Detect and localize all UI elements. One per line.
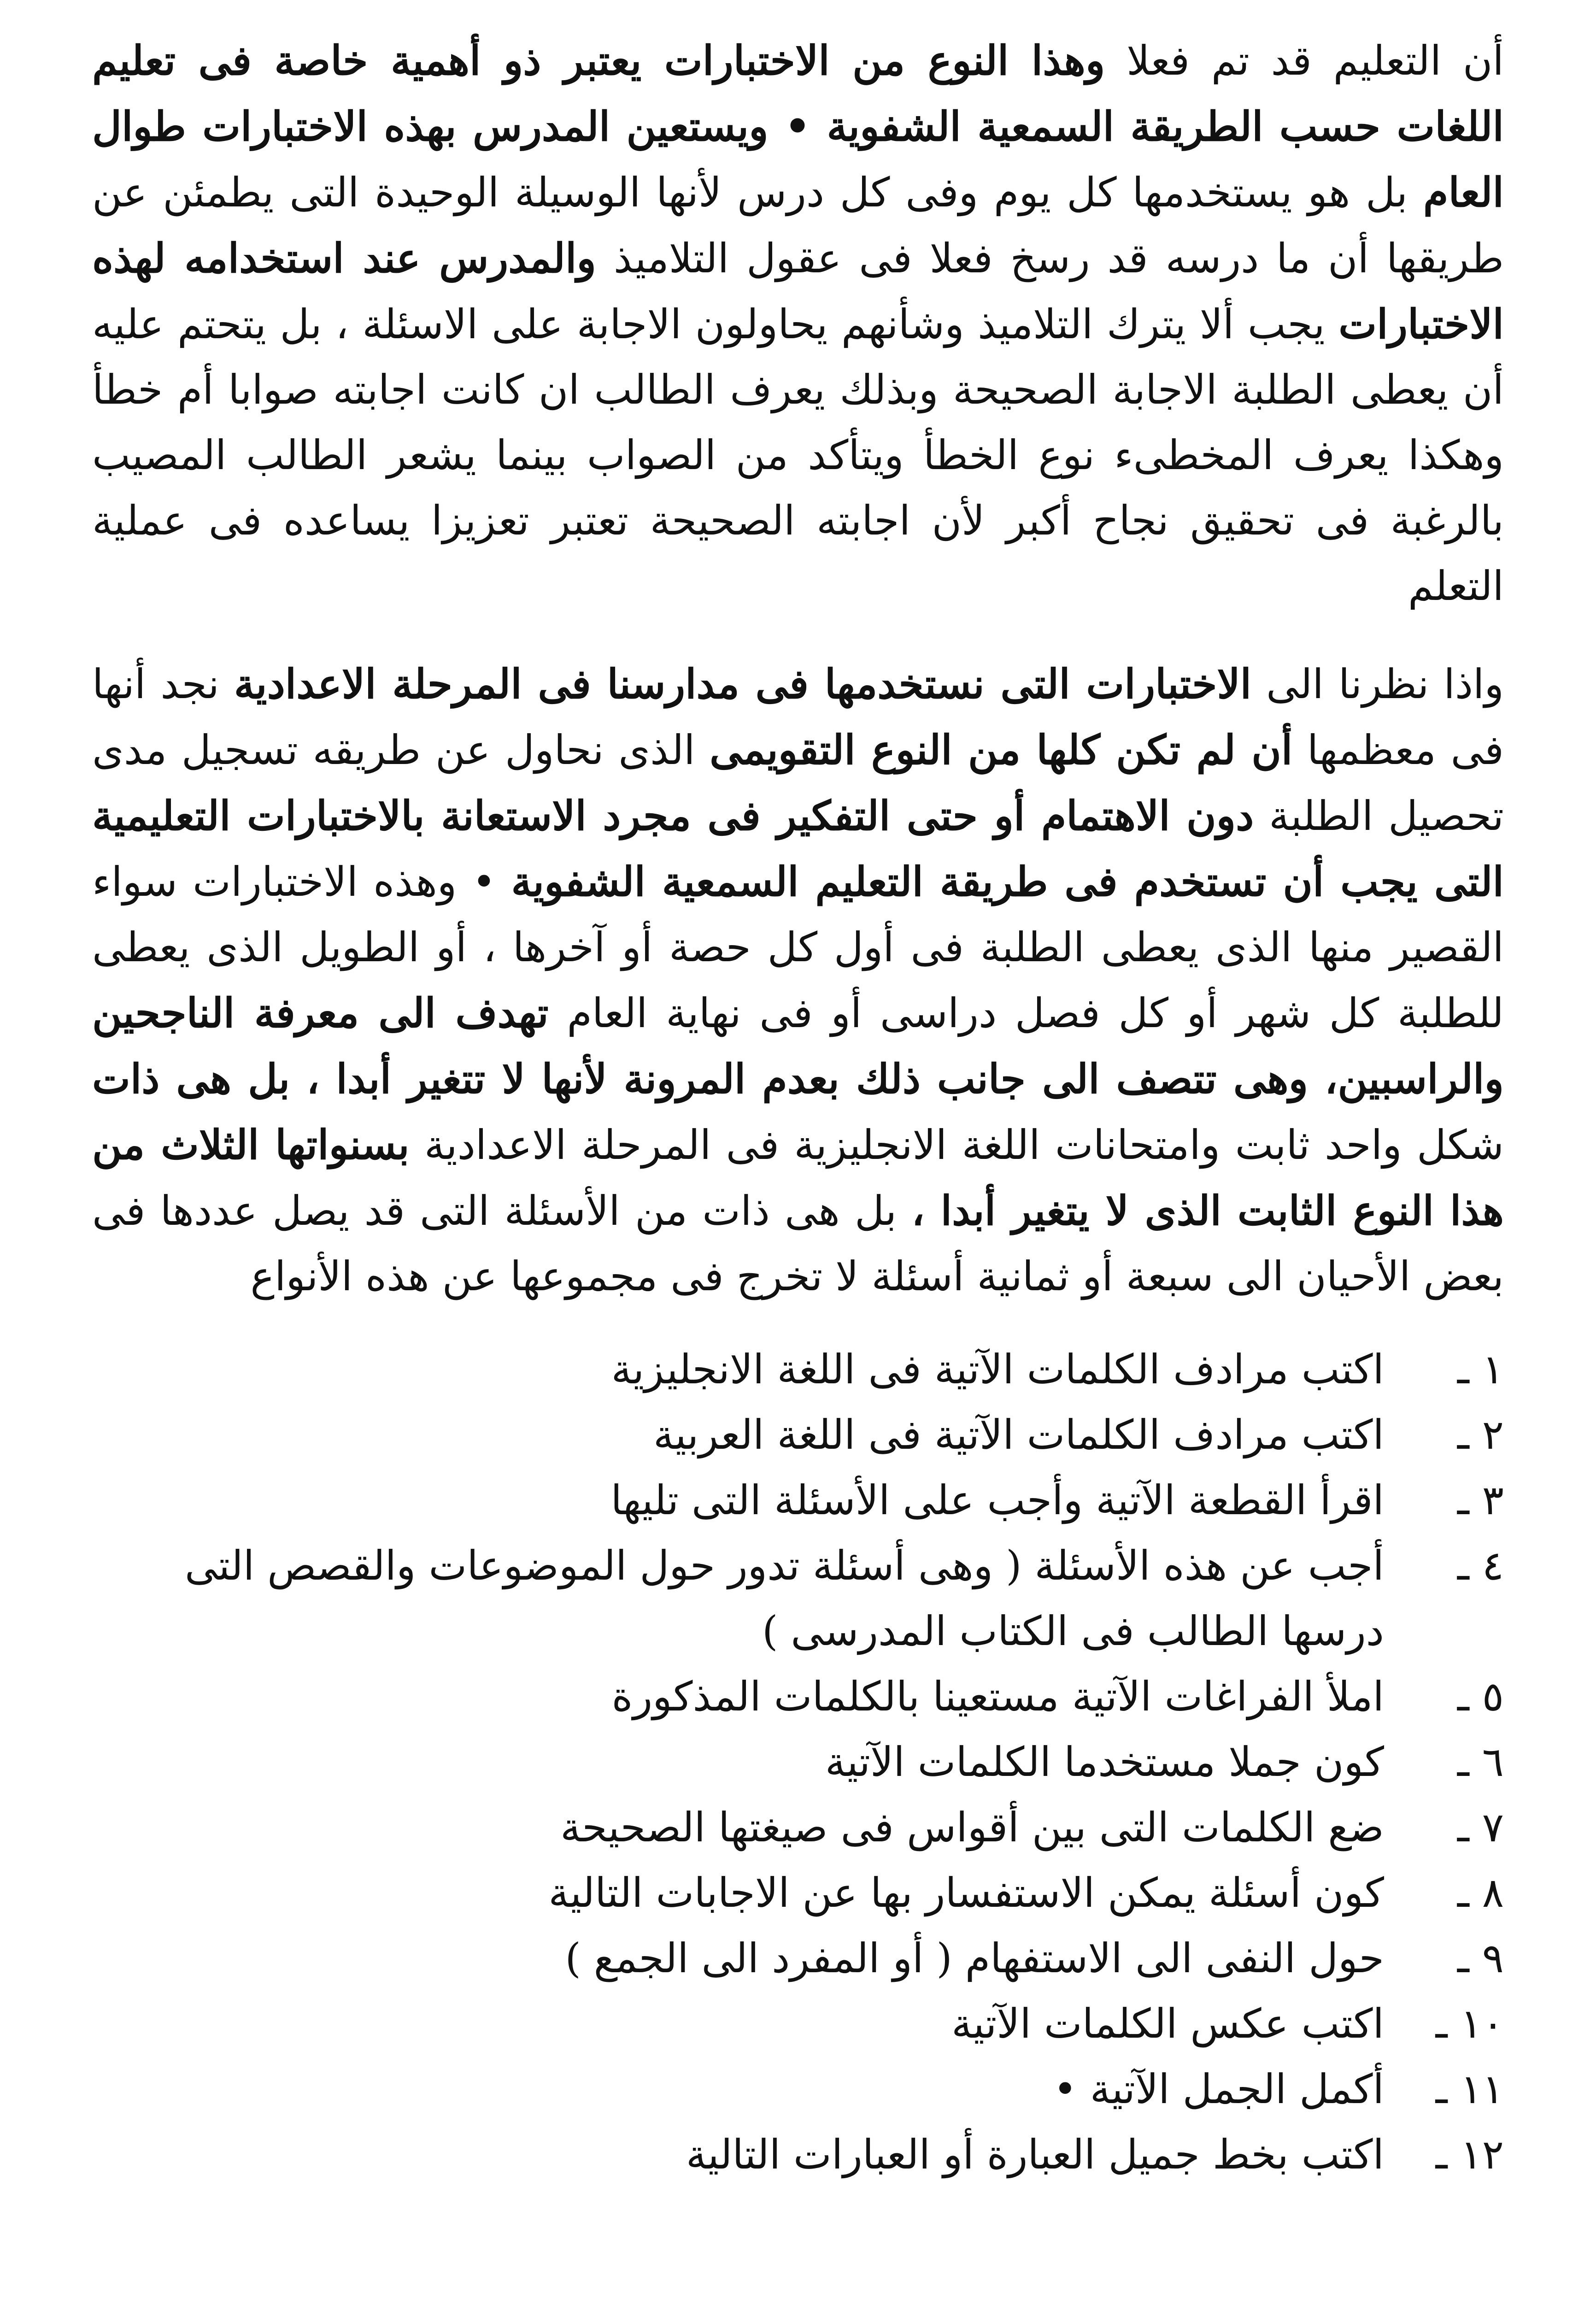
text-segment: أن التعليم قد تم فعلا <box>1105 37 1504 84</box>
bold-phrase: دون الاهتمام أو حتى التفكير فى مجرد الاستعانة بالاختبارات التعليمية التى يجب أن تستخدم فى طريقة التعليم السمعية الشفوية <box>92 792 1504 905</box>
list-item-number: ٤ ـ <box>1457 1542 1504 1589</box>
list-item-number: ٨ ـ <box>1457 1869 1504 1916</box>
paragraph-school-exams <box>92 651 1504 1309</box>
list-item-number: ٦ ـ <box>1457 1738 1504 1786</box>
bold-phrase: بسنواتها الثلاث من هذا النوع الثابت الذى لا يتغير أبدا ، <box>92 1121 1504 1234</box>
list-item-text: املأ الفراغات الآتية مستعينا بالكلمات المذكورة <box>611 1673 1384 1720</box>
bold-phrase: الاختبارات التى نستخدمها فى مدارسنا فى المرحلة الاعدادية <box>234 660 1252 708</box>
list-item <box>92 1533 1504 1664</box>
list-item <box>92 1468 1504 1533</box>
list-item <box>92 1926 1504 1991</box>
list-item-number: ٣ ـ <box>1457 1476 1504 1524</box>
text-segment: نجد أنها فى معظمها <box>92 660 1504 774</box>
bold-phrase: والمدرس عند استخدامه لهذه الاختبارات <box>92 234 1504 348</box>
list-item-number: ٧ ـ <box>1457 1804 1504 1851</box>
list-item <box>92 1795 1504 1860</box>
list-item <box>92 1337 1504 1402</box>
list-item-number: ١ ـ <box>1457 1346 1504 1393</box>
list-item <box>92 1860 1504 1926</box>
text-segment: • وهذه الاختبارات سواء القصير منها الذى يعطى الطلبة فى أول كل حصة أو آخرها ، أو الطويل الذى يعطى للطلبة كل شهر أو كل فصل دراسى أو فى نهاية العام <box>92 858 1504 1037</box>
text-segment: يجب ألا يترك التلاميذ وشأنهم يحاولون الاجابة على الاسئلة ، بل يتحتم عليه أن يعطى الطلبة الاجابة الصحيحة وبذلك يعرف الطالب ان كانت اجابته صوابا أم خطأ وهكذا يعرف المخطىء نوع الخطأ ويتأكد من الصواب بينما يشعر الطالب المصيب بالرغبة فى تحقيق نجاح أكبر لأن اجابته الصحيحة تعتبر تعزيزا يساعده فى عملية التعلم <box>92 300 1504 610</box>
paragraph-testing-importance <box>92 28 1504 619</box>
list-item <box>92 1729 1504 1795</box>
bold-phrase: أن لم تكن كلها من النوع التقويمى <box>710 726 1293 774</box>
list-item-text: حول النفى الى الاستفهام ( أو المفرد الى الجمع ) <box>565 1934 1384 1982</box>
paragraph-gap <box>92 619 1504 651</box>
list-item-number: ١٢ ـ <box>1435 2131 1504 2178</box>
list-item-number: ٩ ـ <box>1457 1934 1504 1982</box>
list-item-text: أجب عن هذه الأسئلة ( وهى أسئلة تدور حول الموضوعات والقصص التى درسها الطالب فى الكتاب المدرسى ) <box>184 1542 1384 1655</box>
list-item <box>92 1664 1504 1729</box>
list-item-number: ٢ ـ <box>1457 1411 1504 1458</box>
list-item <box>92 1991 1504 2057</box>
list-item-number: ١١ ـ <box>1435 2065 1504 2113</box>
question-types-list <box>92 1337 1504 2187</box>
text-segment: واذا نظرنا الى <box>1251 660 1504 708</box>
list-item-text: اكتب عكس الكلمات الآتية <box>951 2000 1384 2047</box>
list-item-number: ٥ ـ <box>1457 1673 1504 1720</box>
list-item-number: ١٠ ـ <box>1435 2000 1504 2047</box>
list-item-text: كون جملا مستخدما الكلمات الآتية <box>825 1738 1384 1786</box>
list-item <box>92 2122 1504 2187</box>
text-segment: بل هى ذات من الأسئلة التى قد يصل عددها فى بعض الأحيان الى سبعة أو ثمانية أسئلة لا تخرج فى مجموعها عن هذه الأنواع <box>92 1187 1504 1300</box>
list-item-text: أكمل الجمل الآتية • <box>1053 2065 1384 2113</box>
text-segment: بل هو يستخدمها كل يوم وفى كل درس لأنها الوسيلة الوحيدة التى يطمئن عن طريقها أن ما درسه قد رسخ فعلا فى عقول التلاميذ <box>92 169 1504 282</box>
bold-phrase: تهدف الى معرفة الناجحين والراسبين، وهى تتصف الى جانب ذلك بعدم المرونة لأنها لا تتغير أبدا ، بل هى ذات <box>92 989 1504 1103</box>
list-item-text: اكتب بخط جميل العبارة أو العبارات التالية <box>686 2131 1384 2178</box>
list-item-text: كون أسئلة يمكن الاستفسار بها عن الاجابات التالية <box>548 1869 1384 1916</box>
list-item-text: ضع الكلمات التى بين أقواس فى صيغتها الصحيحة <box>560 1804 1384 1851</box>
text-segment: شكل واحد ثابت وامتحانات اللغة الانجليزية فى المرحلة الاعدادية <box>409 1121 1504 1169</box>
list-item <box>92 1402 1504 1468</box>
text-segment: الذى نحاول عن طريقه تسجيل مدى تحصيل الطلبة <box>92 726 1504 840</box>
list-item-text: اكتب مرادف الكلمات الآتية فى اللغة العربية <box>653 1411 1384 1458</box>
list-item-text: اكتب مرادف الكلمات الآتية فى اللغة الانجليزية <box>611 1346 1384 1393</box>
list-item <box>92 2057 1504 2122</box>
list-item-text: اقرأ القطعة الآتية وأجب على الأسئلة التى تليها <box>610 1476 1384 1524</box>
bold-phrase: وهذا النوع من الاختبارات يعتبر ذو أهمية خاصة فى تعليم اللغات حسب الطريقة السمعية الشفوية • ويستعين المدرس بهذه الاختبارات طوال العام <box>92 36 1504 216</box>
